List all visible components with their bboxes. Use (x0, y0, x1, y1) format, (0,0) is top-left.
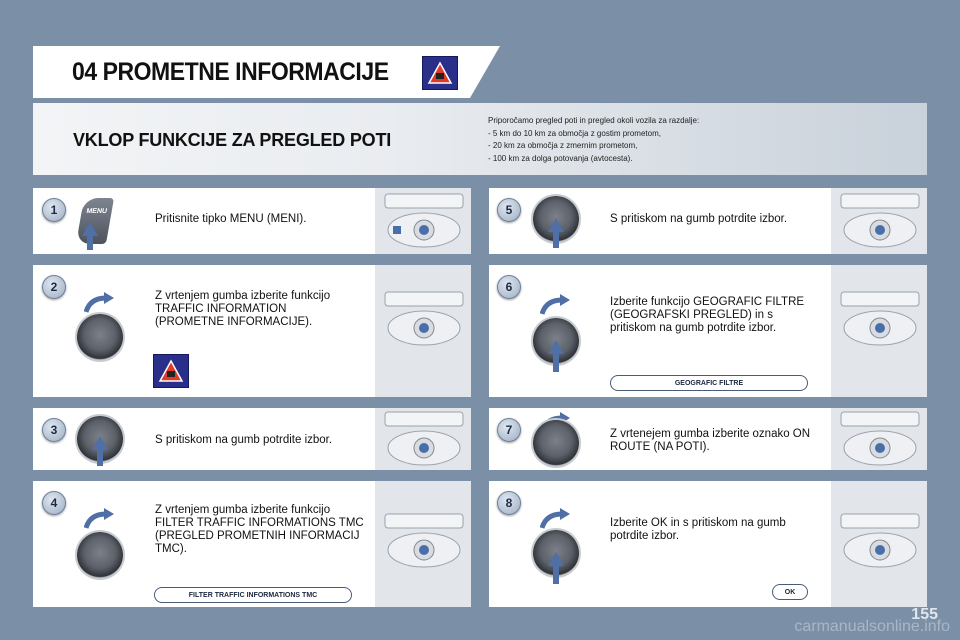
step-text: Z vrtenjem gumba izberite funkcijo FILTER TRAFFIC INFORMATIONS TMC (PREGLED PROMETNIH INFORMACIJ TMC). (155, 504, 364, 555)
control-panel-illustration (839, 192, 921, 250)
press-arrow-stem (553, 232, 559, 248)
menu-key-icon: MENU (76, 198, 114, 244)
step-text: Izberite OK in s pritiskom na gumb potrdite izbor. (610, 517, 786, 542)
traffic-warning-icon (422, 56, 458, 90)
note-line: - 5 km do 10 km za območja z gostim prometom, (488, 128, 661, 138)
section-title: VKLOP FUNKCIJE ZA PREGLED POTI (73, 130, 392, 150)
step-number: 5 (497, 198, 521, 222)
control-panel-illustration (383, 512, 465, 570)
step-text: S pritiskom na gumb potrdite izbor. (610, 213, 788, 225)
rotate-arrow-icon (84, 508, 114, 530)
press-arrow-icon (548, 340, 564, 354)
control-panel-illustration (839, 290, 921, 348)
press-arrow-stem (87, 236, 93, 250)
note-line: Priporočamo pregled poti in pregled okoli vozila za razdalje: (488, 116, 700, 125)
menu-option-pill: FILTER TRAFFIC INFORMATIONS TMC (154, 587, 352, 603)
rotary-knob (77, 314, 123, 360)
note-line: - 20 km za območja z zmernim prometom, (488, 141, 638, 151)
page-number: 155 (911, 606, 938, 623)
rotate-arrow-icon (540, 294, 570, 316)
step-number: 4 (42, 491, 66, 515)
control-panel-illustration (383, 192, 465, 250)
step-number: 7 (497, 418, 521, 442)
press-arrow-stem (553, 354, 559, 372)
control-panel-illustration (383, 290, 465, 348)
step-text: Izberite funkcijo GEOGRAFIC FILTRE (GEOGRAFSKI PREGLED) in s pritiskom na gumb potrdite izbor. (610, 296, 805, 334)
step-number: 1 (42, 198, 66, 222)
page-title: 04 PROMETNE INFORMACIJE (72, 58, 389, 86)
menu-option-pill: OK (772, 584, 808, 600)
rotate-arrow-icon (84, 292, 114, 314)
step-text: Z vrtenjem gumba izberite funkcijo TRAFFIC INFORMATION (PROMETNE INFORMACIJE). (155, 290, 331, 328)
step-number: 6 (497, 275, 521, 299)
press-arrow-icon (548, 552, 564, 566)
press-arrow-icon (82, 222, 98, 236)
control-panel-illustration (383, 410, 465, 468)
watermark: carmanualsonline.info (794, 618, 950, 635)
press-arrow-icon (92, 436, 108, 450)
menu-option-pill: GEOGRAFIC FILTRE (610, 375, 808, 391)
traffic-warning-icon (153, 354, 189, 388)
recommendation-notes (488, 115, 699, 165)
rotate-arrow-icon (540, 508, 570, 530)
control-panel-illustration (839, 410, 921, 468)
note-line: - 100 km za dolga potovanja (avtocesta). (488, 153, 633, 163)
press-arrow-stem (553, 566, 559, 584)
press-arrow-stem (97, 450, 103, 466)
rotary-knob (533, 420, 579, 466)
press-arrow-icon (548, 218, 564, 232)
step-number: 8 (497, 491, 521, 515)
rotary-knob (77, 532, 123, 578)
step-text: S pritiskom na gumb potrdite izbor. (155, 434, 333, 446)
control-panel-illustration (839, 512, 921, 570)
step-number: 2 (42, 275, 66, 299)
step-text: Pritisnite tipko MENU (MENI). (155, 213, 307, 225)
step-text: Z vrtenejem gumba izberite oznako ON ROUTE (NA POTI). (610, 428, 811, 453)
step-number: 3 (42, 418, 66, 442)
